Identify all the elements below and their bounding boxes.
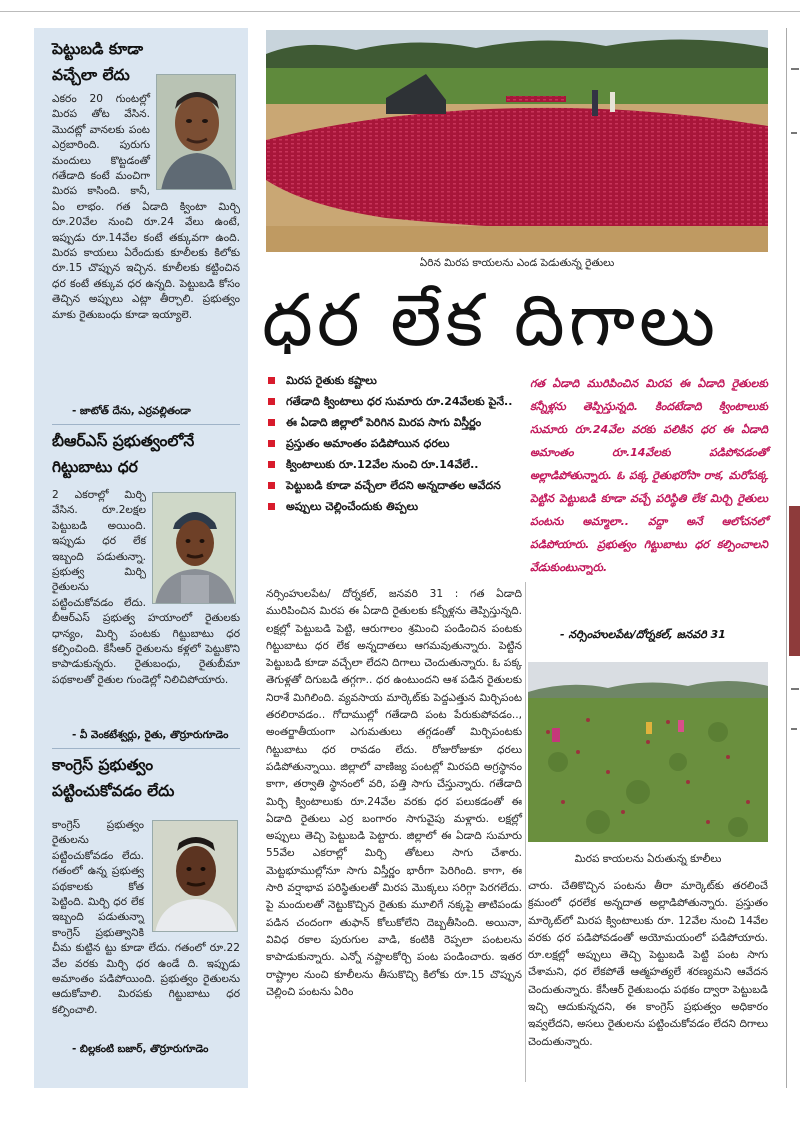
farmer-voices-sidebar — [34, 28, 248, 1088]
chilli-drying-scene — [266, 30, 768, 252]
sidebar-story-2-headline-line-1: బీఆర్ఎస్ ప్రభుత్వంలోనే — [52, 432, 195, 450]
sidebar-story-2-byline: - వీ వెంకటేశ్వర్లు, రైతు, తొర్రూరుగూడెం — [72, 729, 229, 741]
sidebar-story-1-text: ఎకరం 20 గుంటల్లో మిరప తోట వేసిన. మొదట్లో వానలకు పంట ఎర్రబారింది. పురుగు మందులు కొట్టడంతో గతేడాది కంటే మంచిగా మిరప కాసింది. కానీ, ఏం లాభం. గత ఏడాది క్వింటా మిర్చి రూ.20వేల నుంచి రూ.24 వేలు ఉంటే, ఇప్పుడు రూ.14వేల కంటే తక్కువగా ఉంది. మిరప కాయలు ఏరేందుకు కూలీలకు కిలోకు రూ.15 చొప్పున ఇచ్చిన. కూలీలకు కట్టించిన ధర కంటే తక్కువ ధర ఉన్నది. పెట్టుబడి కోసం తెచ్చిన అప్పులు ఎట్లా తీర్చాలి. ప్రభుత్వం మాకు రైతుబంధు కూడా ఇయ్యాలె. — [52, 93, 240, 321]
edge-text-mark — [791, 728, 797, 730]
article-body-column-2: చారు. చేతికొచ్చిన పంటను తీరా మార్కెట్‌కు తరలించే క్రమంలో ధరలేక అన్నదాత అల్లాడిపోతున్నారు. ప్రస్తుతం మార్కెట్‌లో మిరప క్వింటాలుకు రూ. 12వేల నుంచి 14వేల వరకు ధర పడిపోవడంతో అయోమయంలో పడిపోయారు. రూ.లక్షల్లో అప్పులు తెచ్చి పెట్టుబడి పెట్టి పంట సాగు చేశామని, ధర లేకపోతే ఆత్మహత్యలే శరణ్యమని ఆవేదన చెందుతున్నారు. కేసీఆర్ రైతుబంధు పథకం ద్వారా పెట్టుబడి ఇచ్చి ఆదుకున్నదని, ఈ కాంగ్రెస్ ప్రభుత్వం అధికారం ఇవ్వలేదని, అసలు రైతులను పట్టించుకోవడం లేదని దిగాలు చెందుతున్నారు. — [528, 880, 768, 1048]
chilli-drying-photo — [266, 30, 768, 252]
sidebar-story-3-byline: - బిల్లకంటి బజార్, తొర్రూరుగూడెం — [72, 1043, 209, 1055]
sidebar-story-3 — [34, 752, 248, 804]
sidebar-story-1-headline-line-1: పెట్టుబడి కూడా — [52, 40, 144, 58]
adjacent-photo-edge — [789, 506, 800, 656]
sidebar-story-3-headline-line-1: కాంగ్రెస్ ప్రభుత్వం — [52, 756, 154, 774]
sidebar-story-2-headline-line-2: గిట్టుబాటు ధర — [52, 458, 138, 476]
sidebar-story-3-headline-line-2: పట్టించుకోవడం లేదు — [52, 782, 175, 800]
chilli-picking-photo — [528, 662, 768, 842]
sidebar-story-1-byline: - జాటోత్ దేను, ఎర్రవల్లితండా — [72, 405, 191, 417]
sidebar-divider-2 — [52, 748, 240, 749]
portrait-1-wrap-space — [150, 92, 240, 192]
edge-text-mark — [791, 132, 797, 134]
previous-section-strip — [0, 0, 800, 12]
sidebar-story-1-body — [34, 92, 248, 323]
adjacent-article-edge — [786, 28, 800, 1088]
sidebar-story-2 — [34, 428, 248, 480]
article-body-column-1: నర్సింహులపేట/ దోర్నకల్, జనవరి 31 : గత ఏడాది మురిపించిన మిరప ఈ ఏడాది రైతులకు కన్నీళ్లను తెప్పిస్తున్నది. లక్షల్లో పెట్టుబడి పెట్టి, ఆరుగాలం శ్రమించి పండించిన పంటకు గిట్టుబాటు ధర లేక అన్నదాతలు ఆగమవుతున్నారు. పెట్టిన పెట్టుబడి కూడా వచ్చేలా లేదని దిగాలు చెందుతున్నారు. ఓ పక్క తెగుళ్లతో దిగుబడి తగ్గగా.. ధర ఉంటుందని ఆశ పడిన రైతులకు నిరాశే మిగిలింది. వ్యవసాయ మార్కెట్‌కు పెద్దఎత్తున మిర్చిపంట తరలిరావడం.. గోదాముల్లో గతేడాది పంట పేరుకుపోవడం.., అంతర్జాతీయంగా ఎగుమతులు తగ్గడంతో మిర్చిపంటకు గిట్టుబాటు ధర రావడం లేదు. రోజురోజుకూ ధరలు పడిపోతున్నాయి. జిల్లాలో వాణిజ్య పంటల్లో మిరపది అగ్రస్థానం కాగా, తర్వాతి స్థానంలో వరి, పత్తి సాగు చేస్తున్నారు. గతేడాది మిర్చి క్వింటాలుకు రూ.24వేల వరకు ధర పలుకడంతో ఈ ఏడాది రైతులు ఎర్ర బంగారం సాగువైపు మళ్లారు. లక్షల్లో అప్పులు తెచ్చి పెట్టుబడి పెట్టారు. జిల్లాలో ఈ ఏడాది సుమారు 55వేల ఎకరాల్లో మిర్చి తోటలు సాగు చేశారు. మెట్టభూముల్లోనూ సాగు విస్తీర్ణం భారీగా పెరిగింది. కాగా, ఈ సారి వర్షాభావ పరిస్థితులతో మిరప మొక్కలు సరిగ్గా పెరగలేదు. పై మందులతో నెట్టుకొచ్చిన రైతుకు మూలిగే నక్కపై తాటిపండు పడిన చందంగా తుఫాన్ కోలుకోలేని దెబ్బతీసింది. అయినా, వివిధ రకాల పురుగుల వాడి, కంటికి రెప్పలా పంటలను కాపాడుకున్నారు. ఎన్నో నష్టాలకోర్చి పంట పండించారు. ఇతర రాష్ట్రాల నుంచి కూలీలను తీసుకొచ్చి కిలోకు రూ.15 చొప్పున చెల్లించి పంటను ఏరిం — [266, 588, 522, 998]
photo2-caption: మిరప కాయలను ఏరుతున్న కూలీలు — [574, 853, 722, 865]
chilli-picking-scene — [528, 662, 768, 842]
bullet-item: పెట్టుబడి కూడా వచ్చేలా లేదని అన్నదాతల ఆవేదన — [266, 475, 524, 496]
sidebar-story-2-body — [34, 488, 248, 688]
bullet-item: ప్రస్తుతం అమాంతం పడిపోయిన ధరలు — [266, 433, 524, 454]
bullet-item: క్వింటాలుకు రూ.12వేల నుంచి రూ.14వేలే.. — [266, 454, 524, 475]
bullet-item: అప్పులు చెల్లించేందుకు తిప్పలు — [266, 496, 524, 517]
column-rule — [525, 582, 526, 1082]
sidebar-story-2-text: 2 ఎకరాల్లో మిర్చి వేసిన. రూ.2లక్షల పెట్టుబడి అయింది. ఇప్పుడు ధర లేక ఇబ్బంది పడుతున్నా. ప్రభుత్వ మిర్చి రైతులను పట్టించుకోవడం లేదు. బీఆర్ఎస్ ప్రభుత్వ హయాంలో రైతులకు ధాన్యం, మిర్చి పంటకు గిట్టుబాటు ధర కల్పించింది. కేసీఆర్ రైతులను కళ్లలో పెట్టుకొని కాపాడుకున్నరు. రైతుబంధు, రైతుబీమా పథకాలతో రైతుల గుండెల్లో నిలిచిపోయారు. — [52, 489, 240, 686]
edge-text-mark — [791, 68, 799, 70]
sidebar-story-3-text: కాంగ్రెస్ ప్రభుత్వం రైతులను పట్టించుకోవడం లేదు. గతంలో ఉన్న ప్రభుత్వ పథకాలకు కోత పెట్టింది. మిర్చి ధర లేక ఇబ్బంది పడుతున్నా కాంగ్రెస్ ప్రభుత్వానికి చీమ కుట్టిన ట్టు కూడా లేదు. గతంలో రూ.22 వేల వరకు మిర్చి ధర ఉండే ది. ఇప్పుడు అమాంతం పడిపోయింది. ప్రభుత్వం రైతులను ఆదుకోవాలి. మిరపకు గిట్టుబాటు ధర కల్పించాలి. — [52, 819, 240, 1016]
highlight-bullets — [266, 370, 524, 517]
portrait-3-wrap-space — [144, 818, 240, 930]
sidebar-story-3-body — [34, 818, 248, 1018]
bullet-item: గతేడాది క్వింటాలు ధర సుమారు రూ.24వేలకు పైనే.. — [266, 391, 524, 412]
edge-text-mark — [791, 688, 799, 690]
portrait-2-wrap-space — [146, 488, 240, 606]
bullet-item: మిరప రైతుకు కష్టాలు — [266, 370, 524, 391]
photo1-caption: ఏరిన మిరప కాయలను ఎండ పెడుతున్న రైతులు — [419, 257, 615, 269]
sidebar-divider-1 — [52, 424, 240, 425]
sidebar-story-1-headline-line-2: వచ్చేలా లేదు — [52, 66, 130, 84]
bullet-item: ఈ ఏడాది జిల్లాలో పెరిగిన మిరప సాగు విస్తీర్ణం — [266, 412, 524, 433]
intro-dateline: - నర్సింహులపేట/దోర్నకల్, జనవరి 31 — [560, 628, 726, 641]
main-headline: ధర లేక దిగాలు — [262, 278, 720, 362]
article-intro: గత ఏడాది మురిపించిన మిరప ఈ ఏడాది రైతులకు కన్నీళ్లను తెప్పిస్తున్నది. కిందటేడాది క్వింటాలుకు సుమారు రూ.24వేల వరకు పలికిన ధర ఈ ఏడాది అమాంతం రూ.14వేలకు పడిపోవడంతో అల్లాడిపోతున్నారు. ఓ పక్క రైతుభరోసా రాక, మరోపక్క పెట్టిన పెట్టుబడి కూడా వచ్చే పరిస్థితి లేక మిర్చి రైతులు పంటను అమ్మాలా.. వద్దా అనే ఆలోచనలో పడిపోయారు. ప్రభుత్వం గిట్టుబాటు ధర కల్పించాలని వేడుకుంటున్నారు. — [530, 377, 768, 574]
